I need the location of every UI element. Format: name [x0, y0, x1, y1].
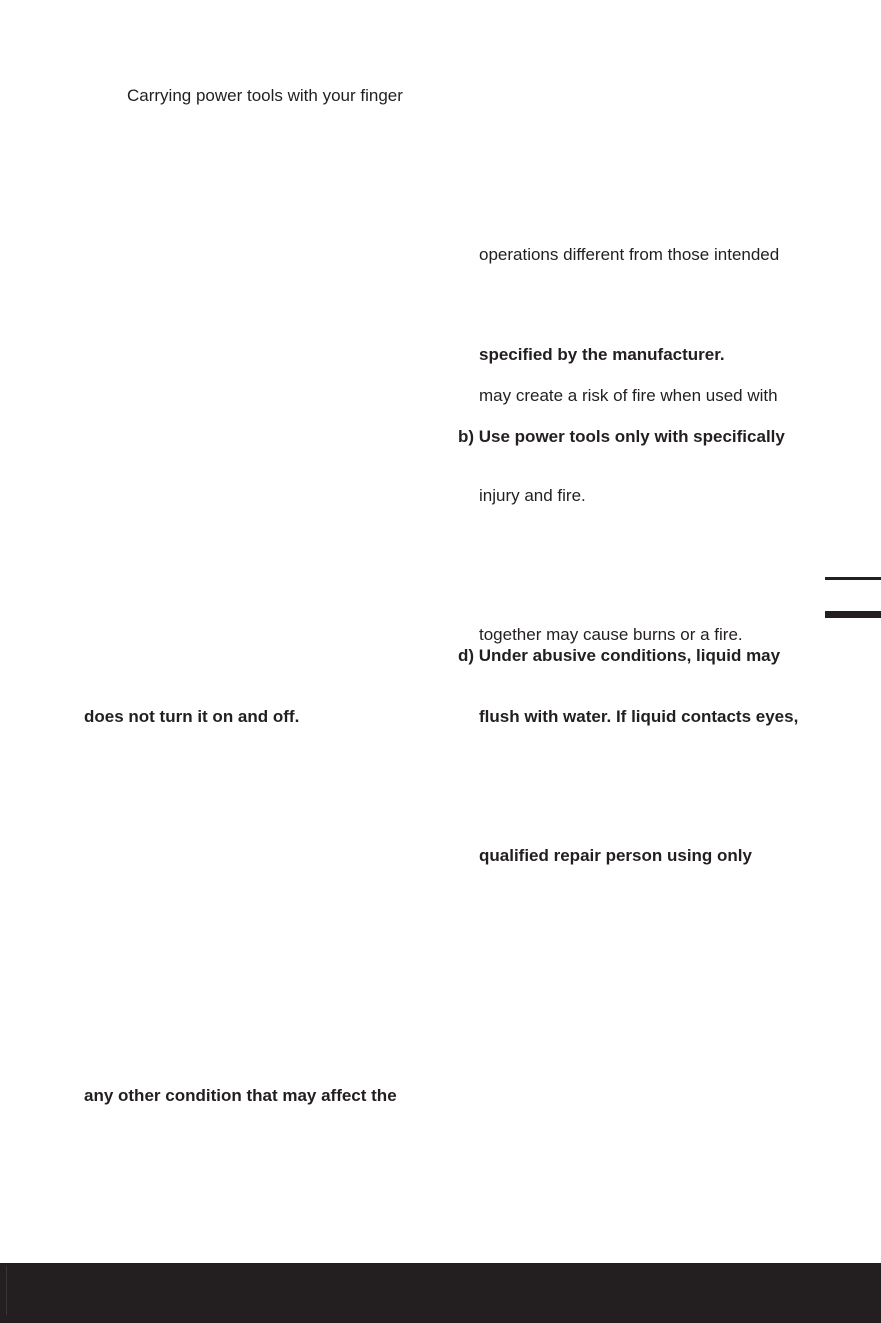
- text-line-bold: flush with water. If liquid contacts eyes,: [479, 707, 799, 726]
- section-tab-marker-thick: [825, 611, 881, 618]
- text-line: Carrying power tools with your finger: [127, 86, 403, 105]
- list-item-heading-d: d) Under abusive conditions, liquid may: [458, 646, 781, 665]
- text-line-bold: qualified repair person using only: [479, 846, 752, 865]
- section-tab-marker-thin: [825, 577, 881, 580]
- text-line-bold: any other condition that may affect the: [84, 1086, 397, 1105]
- list-item-heading-b: b) Use power tools only with specifically: [458, 427, 785, 446]
- text-line: together may cause burns or a fire.: [479, 625, 743, 644]
- text-line: operations different from those intended: [479, 245, 780, 264]
- text-line-bold: does not turn it on and off.: [84, 707, 300, 726]
- text-line: may create a risk of fire when used with: [479, 386, 778, 405]
- text-line-bold: specified by the manufacturer.: [479, 345, 725, 364]
- footer-bar-inner: [6, 1266, 877, 1315]
- footer-bar: [0, 1263, 881, 1323]
- text-line: injury and fire.: [479, 486, 586, 505]
